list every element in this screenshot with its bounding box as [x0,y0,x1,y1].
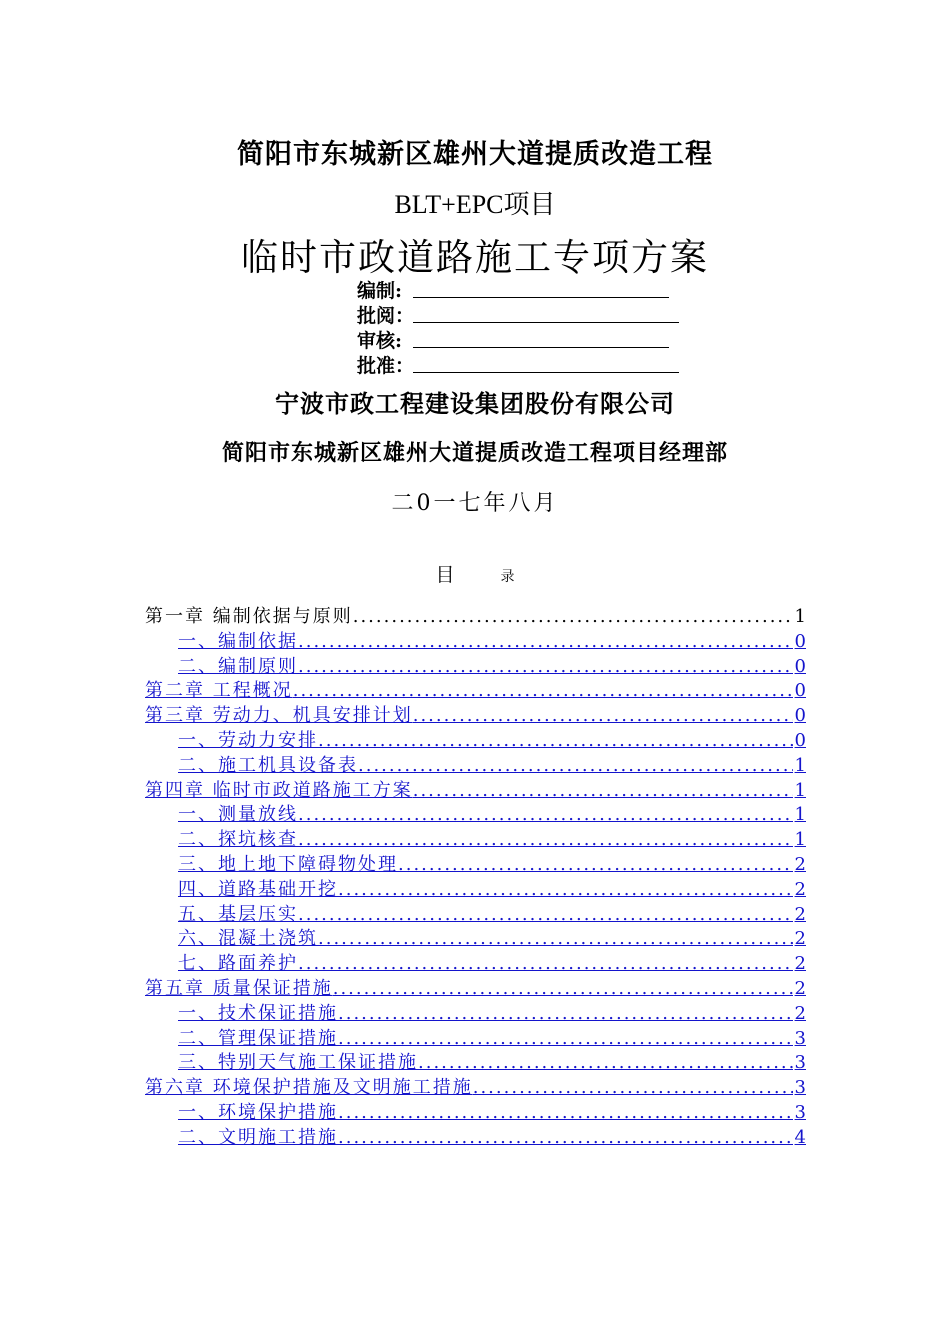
toc-entry-leader [338,879,793,901]
toc-entry-label: 三、特别天气施工保证措施 [178,1052,418,1073]
toc-entry-leader [318,730,793,752]
toc-entry-page: 2 [794,854,806,875]
toc-entry-leader [333,978,793,1000]
toc-entry-page: 0 [794,680,806,701]
toc-entry-page: 2 [794,978,806,999]
signature-line [413,372,679,373]
toc-entry-label: 第三章 劳动力、机具安排计划 [145,705,413,726]
toc-entry-page: 3 [794,1052,806,1073]
toc-entry-page: 2 [794,928,806,949]
toc-entry-leader [298,953,793,975]
toc-entry-leader [338,1127,793,1149]
signature-label: 审核: [357,330,403,352]
toc-entry-leader [338,1028,793,1050]
toc-entry[interactable] [178,1001,806,1025]
signature-review [357,301,413,326]
toc-entry-leader [318,928,793,950]
toc-entry-label: 一、编制依据 [178,631,298,652]
toc-entry[interactable] [178,926,806,950]
toc-entry-leader [298,804,793,826]
signature-label: 编制: [357,280,403,302]
toc-entry-page: 2 [794,953,806,974]
document-date: 二0一七年八月 [391,491,559,516]
toc-entry-label: 六、混凝土浇筑 [178,928,318,949]
toc-entry-label: 第一章 编制依据与原则 [145,606,353,627]
toc-entry[interactable] [145,1075,806,1099]
toc-entry[interactable] [178,877,806,901]
toc-heading [0,560,950,587]
toc-entry[interactable] [178,1050,806,1074]
toc-entry-page: 3 [794,1077,806,1098]
toc-entry-label: 第四章 临时市政道路施工方案 [145,780,413,801]
toc-entry[interactable] [178,1125,806,1149]
toc-entry-page: 2 [794,1003,806,1024]
toc-entry-page: 2 [794,904,806,925]
toc-entry-label: 一、劳动力安排 [178,730,318,751]
toc-entry-label: 四、道路基础开挖 [178,879,338,900]
toc-entry-label: 五、基层压实 [178,904,298,925]
toc-entry-label: 一、测量放线 [178,804,298,825]
toc-entry[interactable] [178,1026,806,1050]
toc-heading-char1: 目 [435,564,455,586]
signature-line [413,297,669,298]
toc-entry-leader [353,606,793,628]
toc-entry-label: 一、技术保证措施 [178,1003,338,1024]
toc-entry-leader [418,1052,793,1074]
toc-entry-page: 4 [794,1127,806,1148]
toc-entry[interactable] [178,629,806,653]
toc-entry[interactable] [145,976,806,1000]
toc-entry-page: 1 [794,780,806,801]
toc-entry-leader [358,755,793,777]
toc-entry-page: 1 [794,755,806,776]
toc-entry-label: 二、编制原则 [178,656,298,677]
toc-entry-page: 1 [794,829,806,850]
toc-entry-leader [298,829,793,851]
toc-entry-label: 二、探坑核查 [178,829,298,850]
signature-line [413,347,669,348]
signature-compile [357,276,413,301]
toc-entry[interactable] [178,827,806,851]
signature-label: 批阅： [357,305,415,327]
toc-entry-label: 七、路面养护 [178,953,298,974]
toc-entry-label: 二、文明施工措施 [178,1127,338,1148]
toc-entry[interactable] [178,1100,806,1124]
toc-entry-page: 0 [794,705,806,726]
toc-entry[interactable] [145,703,806,727]
project-title-line2: BLT+EPC项目 [394,190,556,219]
toc-entry-leader [293,680,793,702]
signature-line [413,322,679,323]
signature-label: 批准： [357,355,415,377]
toc-entry-label: 第五章 质量保证措施 [145,978,333,999]
toc-entry-page: 2 [794,879,806,900]
company-name: 宁波市政工程建设集团股份有限公司 [275,389,675,418]
toc-entry-leader [298,656,793,678]
toc-entry[interactable] [178,654,806,678]
toc-entry[interactable] [178,902,806,926]
project-title-line1: 简阳市东城新区雄州大道提质改造工程 [237,139,713,170]
toc-entry-page: 0 [794,631,806,652]
signature-audit [357,326,413,351]
toc-entry-page: 0 [794,730,806,751]
department-name: 简阳市东城新区雄州大道提质改造工程项目经理部 [221,440,728,466]
toc-entry[interactable] [145,778,806,802]
main-title: 临时市政道路施工专项方案 [241,236,709,279]
toc-entry[interactable] [178,951,806,975]
toc-entry [145,604,806,628]
toc-entry-label: 第二章 工程概况 [145,680,293,701]
toc-entry[interactable] [178,728,806,752]
toc-entry-label: 二、施工机具设备表 [178,755,358,776]
toc-entry[interactable] [145,678,806,702]
toc-entry-leader [298,904,793,926]
toc-entry-leader [398,854,793,876]
toc-entry-leader [338,1003,793,1025]
toc-entry-leader [413,780,793,802]
toc-entry-label: 二、管理保证措施 [178,1028,338,1049]
toc-entry-page: 1 [794,606,806,627]
toc-entry[interactable] [178,753,806,777]
toc-entry-leader [298,631,793,653]
toc-entry-page: 3 [794,1102,806,1123]
toc-entry-leader [413,705,793,727]
toc-entry-page: 1 [794,804,806,825]
toc-entry-label: 第六章 环境保护措施及文明施工措施 [145,1077,473,1098]
toc-entry-label: 三、地上地下障碍物处理 [178,854,398,875]
toc-entry-leader [338,1102,793,1124]
toc-entry-page: 3 [794,1028,806,1049]
toc-entry-page: 0 [794,656,806,677]
toc-entry-leader [473,1077,793,1099]
signature-approve [357,351,413,376]
toc-entry-label: 一、环境保护措施 [178,1102,338,1123]
toc-entry[interactable] [178,802,806,826]
toc-entry[interactable] [178,852,806,876]
toc-heading-char2: 录 [500,569,515,585]
